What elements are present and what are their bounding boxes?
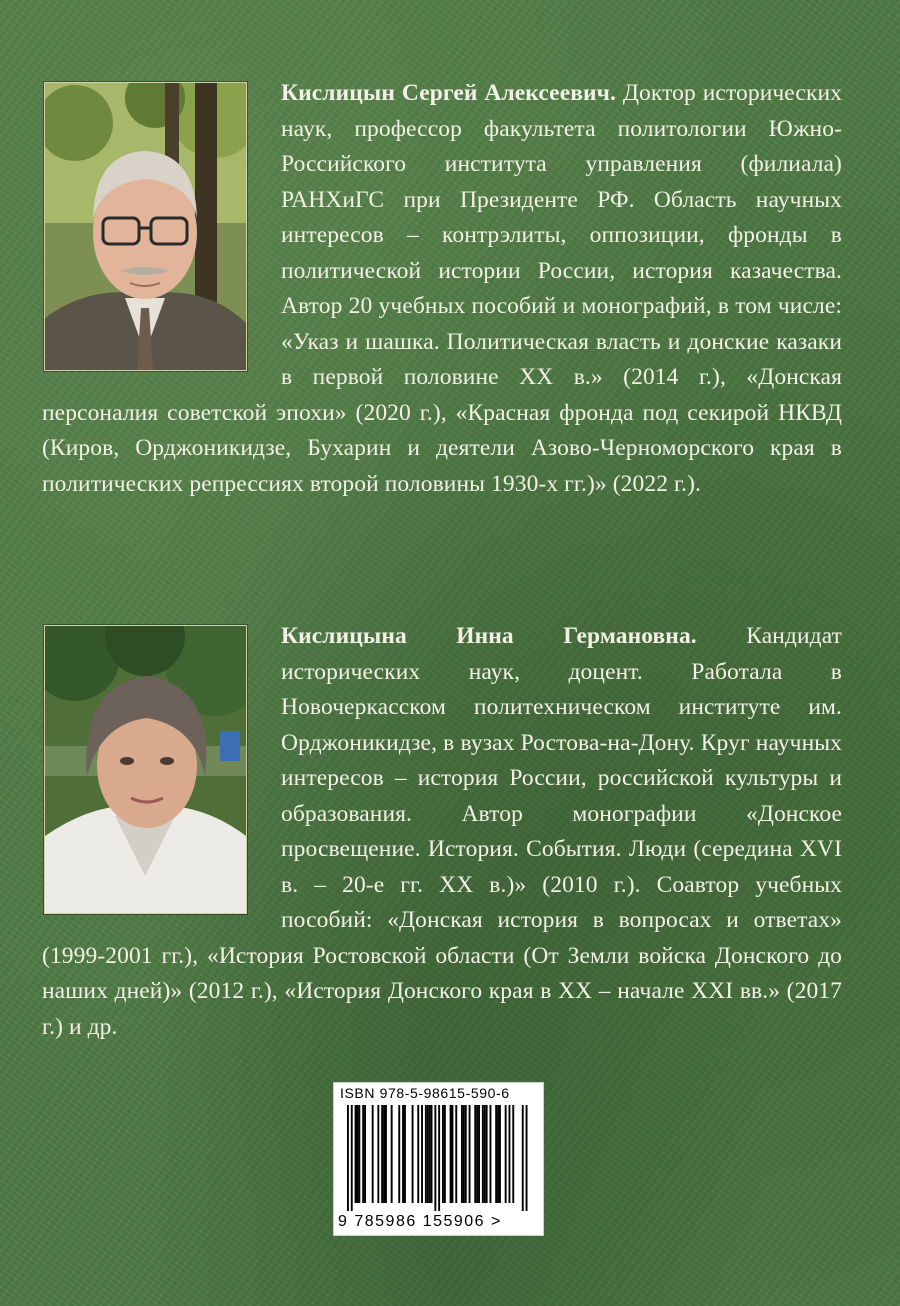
- barcode-bar: [461, 1105, 463, 1203]
- isbn-barcode: [333, 1082, 544, 1236]
- barcode-bar: [402, 1105, 404, 1203]
- barcode-bar: [351, 1105, 353, 1211]
- barcode-bar: [442, 1105, 444, 1203]
- author-name-1: Кислицын Сергей Алексеевич.: [281, 80, 617, 106]
- barcode-bar: [452, 1105, 454, 1203]
- portrait-man-image: [45, 83, 246, 370]
- barcode-bar: [505, 1105, 507, 1203]
- barcode-bar: [486, 1105, 488, 1203]
- barcode-bar: [404, 1105, 406, 1203]
- barcode-bar: [381, 1105, 383, 1203]
- barcode-bar: [444, 1105, 446, 1203]
- barcode-bar: [509, 1105, 511, 1203]
- barcode-bar: [398, 1105, 400, 1203]
- barcode-bar: [431, 1105, 433, 1203]
- barcode-digits: 9 785986 155906 >: [338, 1213, 502, 1230]
- barcode-bar: [377, 1105, 379, 1203]
- portrait-woman-image: [45, 626, 246, 913]
- barcode-bar: [358, 1105, 360, 1203]
- barcode-bar: [364, 1105, 366, 1203]
- barcode-bar: [450, 1105, 452, 1203]
- barcode-bar: [425, 1105, 427, 1203]
- barcode-bar: [372, 1105, 374, 1203]
- barcode-bar: [357, 1105, 359, 1203]
- barcode-bar: [355, 1105, 357, 1203]
- barcode-bar: [495, 1105, 497, 1203]
- barcode-bar: [469, 1105, 471, 1203]
- author-name-2: Кислицына Инна Германовна.: [281, 623, 697, 649]
- barcode-bars: [334, 1103, 543, 1211]
- barcode-bar: [490, 1105, 492, 1203]
- barcode-bar: [522, 1105, 524, 1211]
- author-photo-2: [44, 625, 247, 914]
- barcode-bar: [478, 1105, 480, 1203]
- barcode-bar: [383, 1105, 385, 1203]
- barcode-bar: [455, 1105, 457, 1203]
- barcode-bar: [427, 1105, 429, 1203]
- author-bio-1: [42, 76, 842, 502]
- barcode-bar: [482, 1105, 484, 1203]
- barcode-bar: [438, 1105, 440, 1211]
- isbn-label: ISBN 978-5-98615-590-6: [340, 1085, 510, 1101]
- barcode-bar: [484, 1105, 486, 1203]
- barcode-bar: [463, 1105, 465, 1203]
- barcode-bar: [465, 1105, 467, 1203]
- barcode-bar: [499, 1105, 501, 1203]
- barcode-bar: [429, 1105, 431, 1203]
- author-text-1: Доктор исторических наук, профессор факультета политологии Южно-Российского института управления (филиала) РАНХиГС при Президенте РФ. Область научных интересов – контрэлиты, оппозиции, фронды в политической истории России, история казачества. Автор 20 учебных пособий и монографий, в том числе: «Указ и шашка. Политическая власть и донские казаки в первой половине XX в.» (2014 г.), «Донская персоналия советской эпохи» (2020 г.), «Красная фронда под секирой НКВД (Киров, Орджоникидзе, Бухарин и деятели Азово-Черноморского края в политических репрессиях второй половины 1930-х гг.)» (2022 г.).: [42, 80, 842, 497]
- barcode-bar: [434, 1105, 436, 1211]
- author-text-2: Кандидат исторических наук, доцент. Работала в Новочеркасском политехническом институте им. Орджоникидзе, в вузах Ростова-на-Дону. Круг научных интересов – история России, российской культуры и образования. Автор монографии «Донское просвещение. История. События. Люди (середина XVI в. – 20-е гг. XX в.)» (2010 г.). Соавтор учебных пособий: «Донская история в вопросах и ответах» (1999-2001 гг.), «История Ростовской области (От Земли войска Донского до наших дней)» (2012 г.), «История Донского края в XX – начале XXI вв.» (2017 г.) и др.: [42, 623, 842, 1040]
- barcode-bar: [512, 1105, 514, 1203]
- barcode-bar: [421, 1105, 423, 1203]
- author-photo-1: [44, 82, 247, 371]
- barcode-bar: [417, 1105, 419, 1203]
- author-bio-2: [42, 619, 842, 1045]
- barcode-bar: [497, 1105, 499, 1203]
- barcode-bar: [391, 1105, 393, 1203]
- barcode-bar: [412, 1105, 414, 1203]
- barcode-bar: [362, 1105, 364, 1203]
- barcode-bar: [476, 1105, 478, 1203]
- barcode-bar: [385, 1105, 387, 1203]
- barcode-bar: [526, 1105, 528, 1211]
- barcode-bar: [474, 1105, 476, 1203]
- barcode-bar: [347, 1105, 349, 1211]
